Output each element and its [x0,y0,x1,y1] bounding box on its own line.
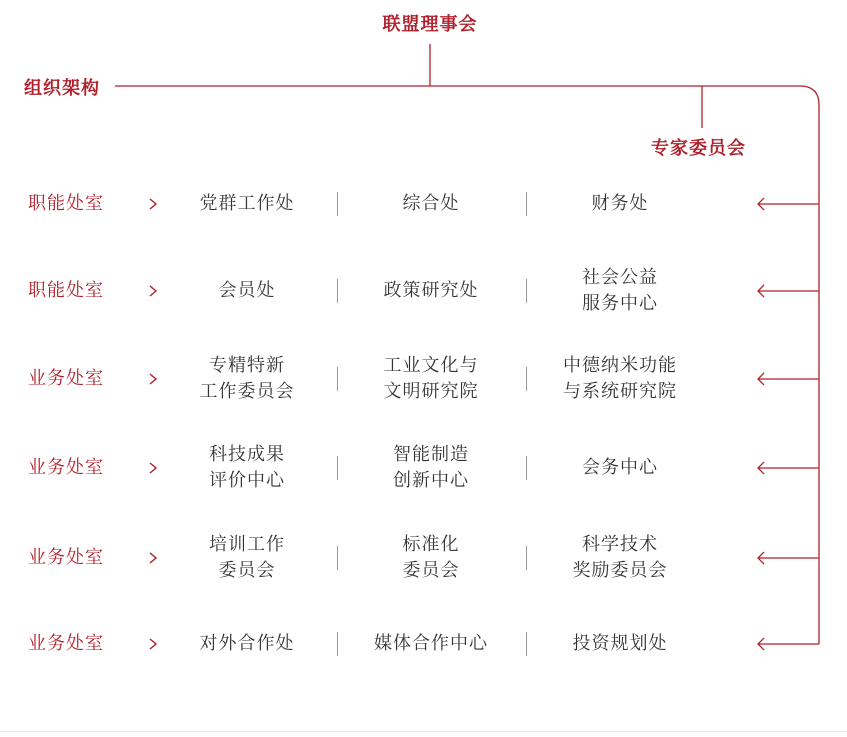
department-item[interactable]: 综合处 [402,193,460,214]
bottom-divider [0,731,847,732]
column-divider [337,546,338,570]
chevron-right-icon [146,460,160,476]
column-divider [337,279,338,303]
department-item[interactable]: 专精特新 工作委员会 [199,355,295,402]
column-divider [337,456,338,480]
department-item[interactable]: 政策研究处 [383,280,479,301]
row-category-label: 职能处室 [28,280,104,301]
column-divider [337,632,338,656]
column-divider [526,456,527,480]
chevron-right-icon [146,371,160,387]
row-category-label: 业务处室 [28,457,104,478]
column-divider [526,279,527,303]
department-item[interactable]: 培训工作 委员会 [209,534,285,581]
row-category-label: 职能处室 [28,193,104,214]
column-divider [526,367,527,391]
column-divider [526,192,527,216]
column-divider [526,546,527,570]
department-item[interactable]: 标准化 委员会 [402,534,460,581]
org-row [0,616,847,672]
department-item[interactable]: 投资规划处 [572,633,668,654]
expert-committee-title: 专家委员会 [651,138,746,159]
org-row [0,351,847,407]
org-structure-title: 组织架构 [24,78,100,99]
org-row [0,176,847,232]
department-item[interactable]: 科学技术 奖励委员会 [572,534,668,581]
chevron-right-icon [146,550,160,566]
department-item[interactable]: 社会公益 服务中心 [582,267,658,314]
department-item[interactable]: 党群工作处 [199,193,295,214]
chevron-right-icon [146,283,160,299]
column-divider [337,192,338,216]
department-item[interactable]: 财务处 [591,193,649,214]
department-item[interactable]: 会员处 [218,280,276,301]
department-item[interactable]: 中德纳米功能 与系统研究院 [563,355,677,402]
chevron-right-icon [146,196,160,212]
department-item[interactable]: 智能制造 创新中心 [393,444,469,491]
org-row [0,440,847,496]
chevron-right-icon [146,636,160,652]
column-divider [526,632,527,656]
department-item[interactable]: 媒体合作中心 [374,633,488,654]
department-item[interactable]: 对外合作处 [199,633,295,654]
department-item[interactable]: 科技成果 评价中心 [209,444,285,491]
row-category-label: 业务处室 [28,633,104,654]
arrow-left-icon [756,550,820,566]
org-row [0,530,847,586]
org-row [0,263,847,319]
arrow-left-icon [756,196,820,212]
row-category-label: 业务处室 [28,547,104,568]
arrow-left-icon [756,283,820,299]
department-item[interactable]: 工业文化与 文明研究院 [383,355,479,402]
department-item[interactable]: 会务中心 [582,457,658,478]
arrow-left-icon [756,636,820,652]
council-title: 联盟理事会 [382,14,478,35]
arrow-left-icon [756,371,820,387]
row-category-label: 业务处室 [28,368,104,389]
column-divider [337,367,338,391]
arrow-left-icon [756,460,820,476]
